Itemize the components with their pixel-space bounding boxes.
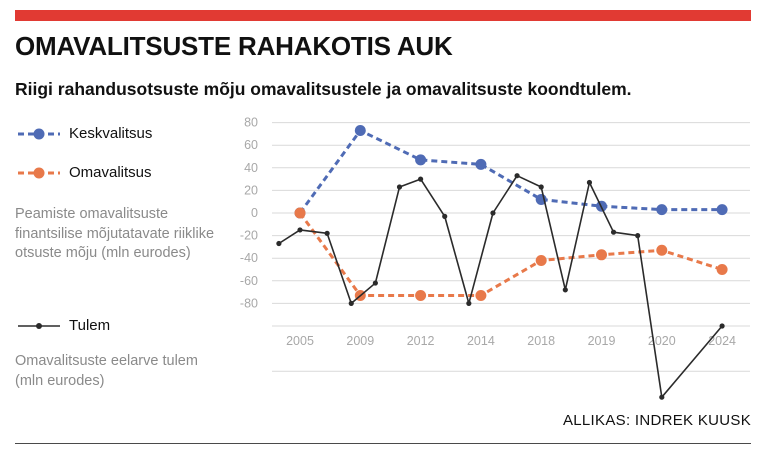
- data-point-tulem: [418, 177, 423, 182]
- data-point-tulem: [611, 230, 616, 235]
- impact-note: Peamiste omavalitsuste finantsilise mõjutatavate riiklike otsuste mõju (mln eurodes): [15, 206, 215, 261]
- data-point-tulem: [349, 301, 354, 306]
- data-point-omavalitsus: [717, 264, 728, 275]
- data-point-omavalitsus: [295, 208, 306, 219]
- series-layer: [276, 125, 727, 400]
- tulem-note: Omavalitsuste eelarve tulem (mln eurodes): [15, 353, 198, 389]
- y-tick-label: -40: [239, 251, 258, 266]
- data-point-tulem: [373, 280, 378, 285]
- x-tick-label: 2014: [466, 334, 495, 348]
- legend-omavalitsus-label: Omavalitsus: [69, 164, 152, 181]
- x-tick-label: 2009: [346, 334, 375, 348]
- x-tick-label: 2005: [286, 334, 314, 348]
- data-point-keskvalitsus: [656, 204, 667, 215]
- data-point-tulem: [276, 241, 281, 246]
- y-tick-label: 20: [244, 183, 258, 198]
- series-line-keskvalitsus: [300, 131, 722, 213]
- data-point-tulem: [635, 233, 640, 238]
- x-tick-label: 2019: [587, 334, 616, 348]
- y-tick-label: 40: [244, 160, 258, 175]
- data-point-tulem: [397, 184, 402, 189]
- data-point-tulem: [442, 214, 447, 219]
- y-tick-label: -80: [239, 296, 258, 311]
- y-tick-label: 80: [244, 115, 258, 130]
- x-tick-label: 2012: [406, 334, 435, 348]
- data-point-tulem: [563, 287, 568, 292]
- data-point-omavalitsus: [596, 249, 607, 260]
- y-tick-label: -20: [239, 228, 258, 243]
- data-point-tulem: [587, 180, 592, 185]
- chart-title: OMAVALITSUSTE RAHAKOTIS AUK: [15, 31, 453, 61]
- x-tick-label: 2024: [708, 334, 737, 348]
- y-tick-labels: [240, 116, 258, 311]
- data-point-tulem: [466, 301, 471, 306]
- data-point-tulem: [720, 323, 725, 328]
- chart-subtitle: Riigi rahandusotsuste mõju omavalitsustele ja omavalitsuste koondtulem.: [15, 79, 632, 99]
- data-point-tulem: [325, 231, 330, 236]
- x-tick-label: 2018: [527, 334, 556, 348]
- legend-keskvalitsus-label: Keskvalitsus: [69, 125, 153, 142]
- data-point-omavalitsus: [656, 245, 667, 256]
- data-point-tulem: [539, 184, 544, 189]
- x-tick-label: 2020: [647, 334, 676, 348]
- x-tick-labels: [286, 334, 736, 348]
- data-point-omavalitsus: [536, 255, 547, 266]
- data-point-omavalitsus: [415, 290, 426, 301]
- legend-tulem-label: Tulem: [69, 317, 111, 334]
- grid-layer: [272, 123, 750, 372]
- data-point-omavalitsus: [475, 290, 486, 301]
- data-point-tulem: [490, 210, 495, 215]
- data-point-keskvalitsus: [415, 154, 426, 165]
- data-point-tulem: [514, 173, 519, 178]
- data-point-keskvalitsus: [475, 159, 486, 170]
- data-point-tulem: [659, 395, 664, 400]
- y-tick-label: 0: [251, 206, 258, 220]
- y-tick-label: 60: [244, 138, 258, 153]
- bottom-rule: [15, 443, 751, 444]
- y-tick-label: -60: [239, 273, 258, 288]
- source-label: ALLIKAS: INDREK KUUSK: [562, 412, 751, 429]
- data-point-keskvalitsus: [355, 125, 366, 136]
- data-point-tulem: [297, 227, 302, 232]
- data-point-keskvalitsus: [717, 204, 728, 215]
